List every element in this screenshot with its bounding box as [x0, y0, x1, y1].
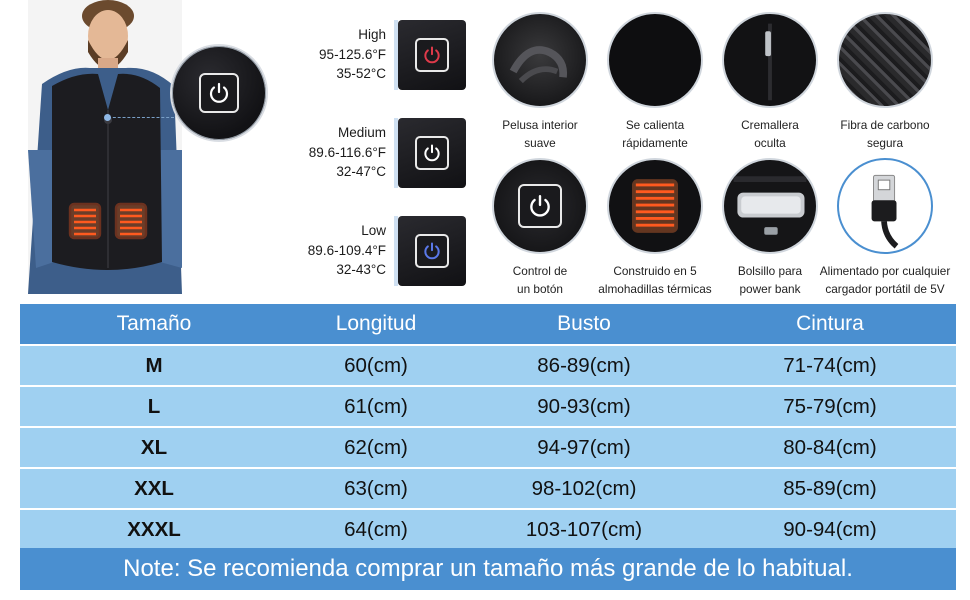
- bust-cell: 94-97(cm): [537, 435, 631, 459]
- header-bust: Busto: [557, 312, 611, 335]
- feature-caption-line2: oculta: [754, 136, 786, 150]
- feature-caption-line1: Alimentado por cualquier: [819, 264, 951, 278]
- power-button: [415, 38, 449, 72]
- bust-cell: 103-107(cm): [525, 517, 643, 541]
- feature-caption-line2: suave: [524, 136, 556, 150]
- power-button: [199, 73, 239, 113]
- feature-one-button: [481, 158, 599, 298]
- fleece-icon: [492, 12, 588, 108]
- power-icon: [422, 143, 442, 163]
- waist-cell: 85-89(cm): [783, 476, 877, 500]
- size-note-banner: Note: Se recomienda comprar un tamaño más grande de lo habitual.: [20, 548, 956, 590]
- table-header-row: [20, 304, 956, 346]
- size-cell: XL: [140, 435, 168, 459]
- heat-level-name: High: [358, 27, 386, 42]
- feature-carbon-fiber: [826, 12, 944, 152]
- feature-fast-heating: [596, 12, 714, 152]
- length-cell: 64(cm): [344, 517, 408, 541]
- length-cell: 63(cm): [344, 476, 408, 500]
- header-length: Longitud: [335, 312, 417, 335]
- heating-pad-icon: [607, 158, 703, 254]
- feature-caption-line2: power bank: [739, 282, 801, 296]
- table-row: [20, 469, 956, 510]
- feature-caption-line1: Cremallera: [741, 118, 799, 132]
- heat-level-high: [290, 20, 466, 90]
- table-row: [20, 346, 956, 387]
- power-icon: [527, 193, 553, 219]
- usb-cable-icon: [837, 158, 933, 254]
- length-cell: 60(cm): [344, 353, 408, 377]
- feature-hidden-zipper: [711, 12, 829, 152]
- fast-heat-icon: [607, 12, 703, 108]
- heat-level-name: Low: [361, 223, 386, 238]
- header-waist: Cintura: [796, 312, 864, 335]
- bust-cell: 90-93(cm): [537, 394, 631, 418]
- feature-caption-line1: Bolsillo para: [737, 264, 803, 278]
- feature-caption-line2: un botón: [517, 282, 563, 296]
- feature-caption-line1: Pelusa interior: [502, 118, 578, 132]
- power-button: [415, 234, 449, 268]
- heat-level-medium: [290, 118, 466, 188]
- heat-level-fahrenheit: 89.6-116.6°F: [308, 144, 386, 160]
- waist-cell: 90-94(cm): [783, 517, 877, 541]
- size-cell: L: [147, 394, 161, 418]
- feature-soft-fleece: [481, 12, 599, 152]
- table-row: [20, 387, 956, 428]
- carbon-fiber-icon: [837, 12, 933, 108]
- zoom-connector-line: [108, 117, 174, 118]
- feature-caption-line1: Se calienta: [625, 118, 685, 132]
- table-row: [20, 510, 956, 551]
- waist-cell: 75-79(cm): [783, 394, 877, 418]
- heat-level-celsius: 35-52°C: [336, 66, 386, 81]
- zipper-icon: [722, 12, 818, 108]
- bust-cell: 86-89(cm): [537, 353, 631, 377]
- bust-cell: 98-102(cm): [531, 476, 637, 500]
- feature-power-bank-pocket: [711, 158, 829, 298]
- heat-level-panel: [398, 216, 466, 286]
- table-row: [20, 428, 956, 469]
- power-button: [415, 136, 449, 170]
- feature-heating-pads: [596, 158, 714, 298]
- length-cell: 61(cm): [344, 394, 408, 418]
- heat-level-celsius: 32-47°C: [336, 164, 386, 179]
- feature-caption-line2: segura: [866, 136, 904, 150]
- heat-level-low: [290, 216, 466, 286]
- heat-level-fahrenheit: 95-125.6°F: [319, 46, 386, 62]
- feature-caption-line1: Control de: [512, 264, 568, 278]
- power-button-closeup: [170, 44, 268, 142]
- heat-level-fahrenheit: 89.6-109.4°F: [307, 242, 386, 258]
- feature-caption-line2: cargador portátil de 5V: [825, 282, 945, 296]
- heat-level-celsius: 32-43°C: [336, 262, 386, 277]
- power-icon: [422, 45, 442, 65]
- feature-caption-line2: rápidamente: [622, 136, 688, 150]
- heat-level-panel: [398, 20, 466, 90]
- header-size: Tamaño: [116, 312, 192, 335]
- power-button: [518, 184, 562, 228]
- waist-cell: 71-74(cm): [783, 353, 877, 377]
- length-cell: 62(cm): [344, 435, 408, 459]
- size-cell: XXXL: [127, 517, 181, 541]
- power-bank-pocket-icon: [722, 158, 818, 254]
- feature-caption-line1: Construido en 5: [613, 264, 697, 278]
- waist-cell: 80-84(cm): [783, 435, 877, 459]
- model-photo: [28, 0, 182, 294]
- heat-level-name: Medium: [337, 125, 386, 140]
- size-table: [20, 304, 956, 551]
- zoom-connector-dot: [104, 114, 111, 121]
- size-cell: M: [145, 353, 163, 377]
- power-icon: [422, 241, 442, 261]
- heat-level-panel: [398, 118, 466, 188]
- power-button-icon: [492, 158, 588, 254]
- feature-caption-line2: almohadillas térmicas: [598, 282, 712, 296]
- feature-caption-line1: Fibra de carbono: [840, 118, 930, 132]
- size-cell: XXL: [134, 476, 174, 500]
- feature-usb-powered: [817, 158, 953, 298]
- power-icon: [207, 81, 231, 105]
